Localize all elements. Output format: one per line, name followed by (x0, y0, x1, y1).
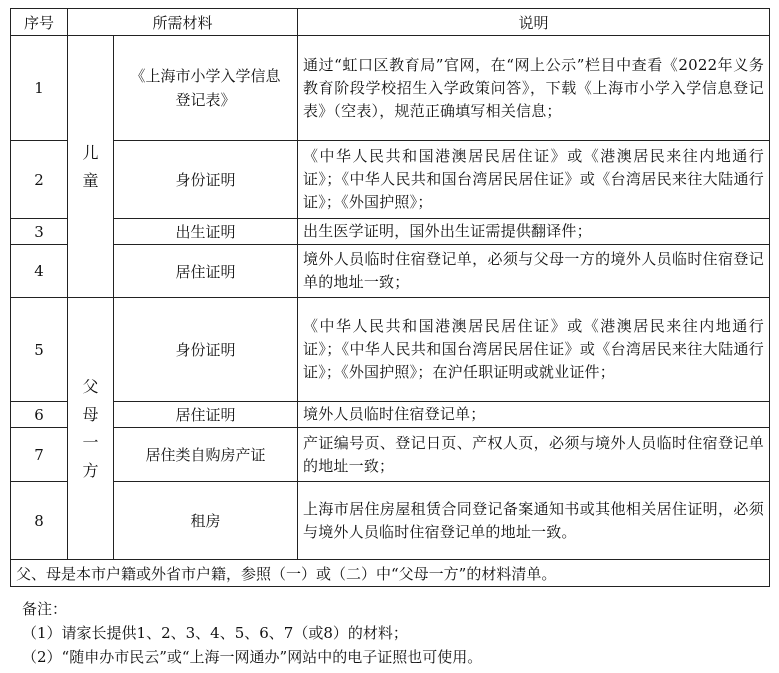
table-row (11, 245, 770, 298)
row-no: 6 (11, 402, 68, 428)
materials-table (10, 8, 770, 587)
table-row (11, 402, 770, 428)
row-material: 出生证明 (114, 219, 298, 245)
row-desc: 通过“虹口区教育局”官网，在“网上公示”栏目中查看《2022年义务教育阶段学校招生入学政策问答》，下载《上海市小学入学信息登记表》（空表），规范正确填写相关信息； (298, 36, 770, 141)
table-footer-row (11, 560, 770, 587)
row-material: 居住类自购房产证 (114, 428, 298, 482)
table-row (11, 36, 770, 141)
notes-title: 备注： (22, 600, 68, 618)
table-footer-note: 父、母是本市户籍或外省市户籍，参照（一）或（二）中“父母一方”的材料清单。 (11, 560, 770, 587)
group-parent-text: 父 母 一 方 (82, 376, 99, 480)
group-parent-label (68, 298, 114, 560)
row-no: 3 (11, 219, 68, 245)
table-header-row (11, 9, 770, 36)
row-desc: 《中华人民共和国港澳居民居住证》或《港澳居民来往内地通行证》；《中华人民共和国台湾居民居住证》或《台湾居民来往大陆通行证》；《外国护照》；在沪任职证明或就业证件； (298, 298, 770, 402)
row-material: 居住证明 (114, 402, 298, 428)
table-row (11, 428, 770, 482)
row-desc: 《中华人民共和国港澳居民居住证》或《港澳居民来往内地通行证》；《中华人民共和国台湾居民居住证》或《台湾居民来往大陆通行证》；《外国护照》； (298, 141, 770, 219)
notes-section (22, 597, 482, 669)
row-no: 5 (11, 298, 68, 402)
header-desc: 说明 (298, 9, 770, 36)
group-child-label (68, 36, 114, 298)
table-row (11, 482, 770, 560)
group-child-text: 儿 童 (82, 142, 99, 190)
row-material: 居住证明 (114, 245, 298, 298)
row-material: 身份证明 (114, 141, 298, 219)
row-desc: 产证编号页、登记日页、产权人页，必须与境外人员临时住宿登记单的地址一致； (298, 428, 770, 482)
table-row (11, 219, 770, 245)
row-desc: 境外人员临时住宿登记单，必须与父母一方的境外人员临时住宿登记单的地址一致； (298, 245, 770, 298)
row-material: 身份证明 (114, 298, 298, 402)
note-item: （1）请家长提供1、2、3、4、5、6、7（或8）的材料； (22, 624, 408, 642)
row-no: 8 (11, 482, 68, 560)
row-desc: 出生医学证明，国外出生证需提供翻译件； (298, 219, 770, 245)
row-no: 2 (11, 141, 68, 219)
table-row (11, 298, 770, 402)
row-material: 《上海市小学入学信息登记表》 (114, 36, 298, 141)
row-no: 4 (11, 245, 68, 298)
row-no: 7 (11, 428, 68, 482)
row-desc: 境外人员临时住宿登记单； (298, 402, 770, 428)
header-materials: 所需材料 (68, 9, 298, 36)
row-material: 租房 (114, 482, 298, 560)
note-item: （2）“随申办市民云”或“上海一网通办”网站中的电子证照也可使用。 (22, 648, 483, 666)
row-no: 1 (11, 36, 68, 141)
table-row (11, 141, 770, 219)
header-no: 序号 (11, 9, 68, 36)
row-desc: 上海市居住房屋租赁合同登记备案通知书或其他相关居住证明，必须与境外人员临时住宿登记单的地址一致。 (298, 482, 770, 560)
